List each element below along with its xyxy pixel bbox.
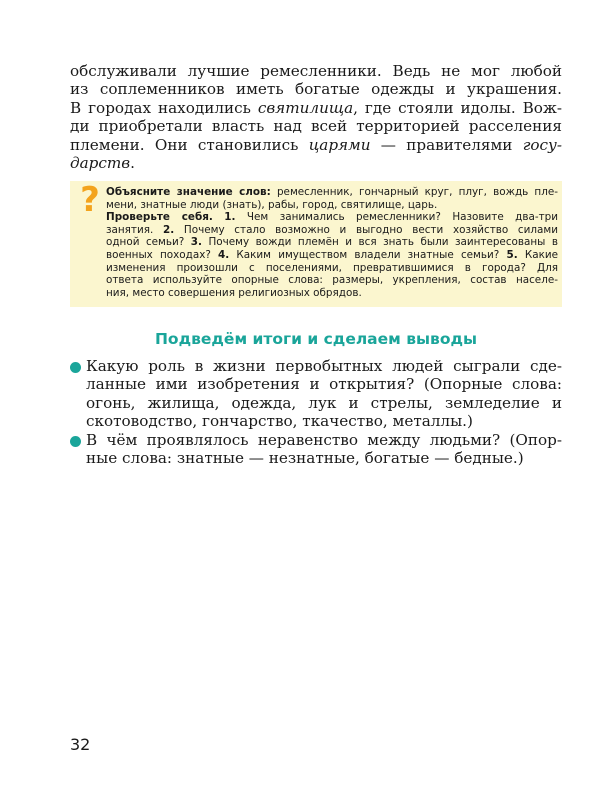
paragraph-line: племени. Они становились царями — правителями госу- [70, 135, 562, 154]
question-row: ответа используйте опорные слова: размеры, укрепления, состав населе- [106, 274, 558, 287]
question-row: ния, место совершения религиозных обрядов. [106, 286, 362, 299]
bullet-dot-icon [70, 362, 81, 373]
question-row: одной семьи? 3. Почему вожди племён и вся знать были заинтересованы в [106, 236, 559, 249]
review-questions-text [106, 186, 558, 299]
list-item: Какую роль в жизни первобытных людей сыграли сде- ланные ими изобретения и открытия? (Опорные слова: огонь, жилища, одежда, лук и стрелы, земледелие и скотоводство, гончарство, ткачество, металлы.) [70, 357, 562, 431]
page-number: 32 [70, 735, 91, 754]
question-row: Объясните значение слов: ремесленник, гончарный круг, плуг, вождь пле- [106, 186, 558, 198]
term-states: госу- [522, 135, 562, 154]
summary-heading: Подведём итоги и сделаем выводы [154, 330, 478, 348]
question-row: военных походах? 4. Каким имуществом владели знатные семьи? 5. Какие [106, 248, 558, 261]
paragraph-line: обслуживали лучшие ремесленники. Ведь не мог любой [70, 62, 562, 80]
paragraph-continued [70, 62, 562, 172]
question-row: Проверьте себя. 1. Чем занимались ремесленники? Назовите два-три [106, 211, 558, 224]
paragraph-line: В городах находились святилища, где стояли идолы. Вож- [70, 98, 562, 117]
summary-list [70, 357, 562, 467]
question-row: занятия. 2. Почему стало возможно и выгодно вести хозяйство силами [106, 223, 558, 236]
bullet-dot-icon [70, 436, 81, 447]
term-kings: царями [308, 135, 371, 154]
explain-label: Объясните значение слов: [106, 186, 271, 198]
question-row: изменения произошли с поселениями, превратившимися в города? Для [106, 261, 558, 274]
list-item: В чём проявлялось неравенство между людьми? (Опор- ные слова: знатные — незнатные, богатые — бедные.) [70, 431, 562, 468]
question-mark-icon: ? [80, 180, 100, 220]
check-label: Проверьте себя. [106, 211, 213, 224]
paragraph-line: из соплеменников иметь богатые одежды и украшения. [70, 80, 562, 99]
term-sanctuaries: святилища [257, 98, 354, 117]
review-questions-box [70, 181, 562, 307]
paragraph-line: дарств. [70, 154, 135, 173]
question-row: мени, знатные люди (знать), рабы, город, святилище, царь. [106, 198, 438, 211]
paragraph-line: ди приобретали власть над всей территорией расселения [70, 117, 562, 136]
